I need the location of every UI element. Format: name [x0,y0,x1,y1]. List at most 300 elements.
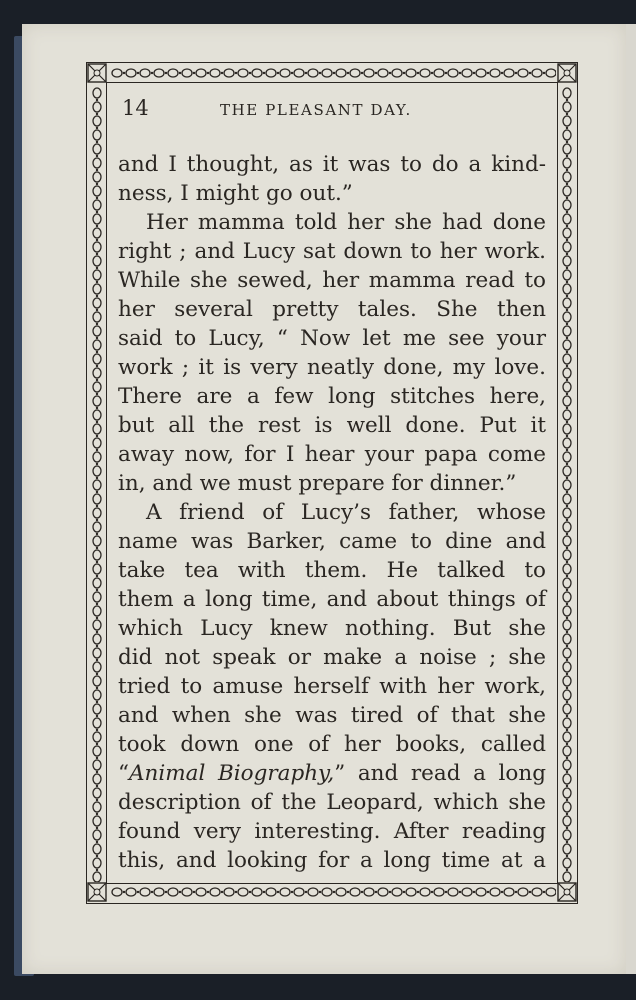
chain-link [563,494,571,504]
text-line: There are a few long stitches here, [118,384,546,409]
chain-dot [566,463,568,465]
chain-dot [566,477,568,479]
chain-link [93,298,101,308]
chain-link [93,620,101,630]
chain-dot [566,603,568,605]
chain-link [476,888,486,896]
body-text [118,150,546,875]
chain-link [93,410,101,420]
chain-dot [96,113,98,115]
chain-dot [96,743,98,745]
chain-dot [96,533,98,535]
chain-dot [361,891,363,893]
page-header [122,96,552,126]
chain-dot [96,505,98,507]
chain-link [563,396,571,406]
chain-dot [566,141,568,143]
chain-dot [291,72,293,74]
chain-dot [96,337,98,339]
chain-dot [207,72,209,74]
chain-link [308,69,318,77]
chain-dot [566,267,568,269]
chain-link [112,888,122,896]
chain-link [378,888,388,896]
chain-link [563,508,571,518]
chain-link [563,452,571,462]
chain-dot [333,72,335,74]
chain-dot [566,323,568,325]
chain-link [448,69,458,77]
chain-dot [165,72,167,74]
border-chain-left [87,84,107,882]
chain-dot [96,729,98,731]
text-line-rest: ” and read a long [334,761,546,786]
chain-dot [96,757,98,759]
chain-link [563,690,571,700]
text-line: did not speak or make a noise ; she [118,645,546,670]
chain-link [308,888,318,896]
chain-link [336,888,346,896]
chain-dot [96,351,98,353]
chain-dot [96,519,98,521]
chain-link [93,704,101,714]
chain-link [93,284,101,294]
chain-dot [566,701,568,703]
chain-dot [543,72,545,74]
chain-dot [96,855,98,857]
chain-link [93,214,101,224]
chain-dot [361,72,363,74]
chain-link [93,480,101,490]
chain-dot [515,891,517,893]
chain-link [563,732,571,742]
chain-dot [566,743,568,745]
chain-dot [193,891,195,893]
chain-link [563,718,571,728]
chain-link [563,844,571,854]
chain-dot [96,827,98,829]
chain-dot [96,211,98,213]
chain-link [563,466,571,476]
chain-dot [96,575,98,577]
chain-dot [566,855,568,857]
chain-dot [566,729,568,731]
chain-dot [487,891,489,893]
chain-dot [566,99,568,101]
chain-dot [333,891,335,893]
chain-link [93,242,101,252]
chain-link [280,888,290,896]
chain-dot [566,547,568,549]
text-line: and I thought, as it was to do a kind- [118,152,546,177]
chain-link [406,888,416,896]
chain-link [490,69,500,77]
chain-dot [389,72,391,74]
chain-dot [566,617,568,619]
chain-link [563,592,571,602]
chain-dot [566,113,568,115]
chain-dot [221,72,223,74]
chain-link [532,69,542,77]
chain-dot [566,491,568,493]
chain-dot [96,771,98,773]
chain-dot [96,547,98,549]
chain-dot [566,687,568,689]
chain-dot [566,757,568,759]
chain-dot [96,281,98,283]
chain-dot [96,561,98,563]
chain-link [93,816,101,826]
chain-dot [566,379,568,381]
chain-dot [566,631,568,633]
chain-link [224,69,234,77]
chain-link [563,438,571,448]
chain-link [294,888,304,896]
chain-dot [566,421,568,423]
chain-link [252,888,262,896]
text-line: took down one of her books, called [118,732,546,757]
chain-dot [96,155,98,157]
chain-link [196,888,206,896]
chain-link [563,214,571,224]
chain-link [563,200,571,210]
chain-link [563,256,571,266]
chain-dot [431,891,433,893]
chain-link [563,774,571,784]
chain-dot [291,891,293,893]
border-corner-ornament [87,882,107,902]
chain-dot [459,72,461,74]
chain-dot [403,891,405,893]
chain-link [563,578,571,588]
chain-dot [501,891,503,893]
chain-link [238,69,248,77]
chain-dot [501,72,503,74]
chain-dot [566,575,568,577]
chain-dot [96,239,98,241]
chain-dot [566,407,568,409]
chain-dot [417,891,419,893]
chain-dot [389,891,391,893]
chain-link [294,69,304,77]
chain-dot [566,799,568,801]
chain-link [93,746,101,756]
chain-dot [566,673,568,675]
chain-link [93,116,101,126]
text-line: A friend of Lucy’s father, whose [146,500,546,525]
chain-link [266,69,276,77]
chain-link [563,606,571,616]
chain-dot [96,379,98,381]
chain-link [563,354,571,364]
chain-dot [96,407,98,409]
chain-dot [566,645,568,647]
chain-link [563,788,571,798]
chain-link [140,888,150,896]
chain-dot [473,891,475,893]
chain-link [182,888,192,896]
chain-link [126,888,136,896]
chain-link [93,578,101,588]
text-line: take tea with them. He talked to [118,558,546,583]
chain-dot [566,869,568,871]
chain-dot [529,891,531,893]
chain-dot [221,891,223,893]
chain-dot [96,869,98,871]
chain-dot [459,891,461,893]
chain-link [93,228,101,238]
chain-dot [96,715,98,717]
chain-dot [96,603,98,605]
chain-link [392,69,402,77]
chain-dot [566,449,568,451]
chain-dot [566,337,568,339]
chain-link [196,69,206,77]
chain-dot [96,435,98,437]
chain-link [563,158,571,168]
chain-dot [179,72,181,74]
chain-link [350,69,360,77]
chain-dot [566,239,568,241]
chain-link [563,102,571,112]
chain-link [126,69,136,77]
chain-dot [96,631,98,633]
chain-link [93,200,101,210]
text-line: her several pretty tales. She then [118,297,546,322]
chain-dot [96,169,98,171]
chain-link [563,340,571,350]
chain-link [563,676,571,686]
chain-dot [96,449,98,451]
text-line: Her mamma told her she had done [146,210,546,235]
chain-dot [566,309,568,311]
chain-dot [566,519,568,521]
chain-dot [96,701,98,703]
chain-dot [96,813,98,815]
chain-dot [566,169,568,171]
chain-dot [566,127,568,129]
chain-link [266,888,276,896]
chain-dot [96,799,98,801]
text-line: them a long time, and about things of [118,587,546,612]
chain-dot [566,351,568,353]
text-line [118,759,546,788]
chain-link [168,888,178,896]
chain-link [93,424,101,434]
chain-link [532,888,542,896]
chain-link [563,536,571,546]
chain-link [93,466,101,476]
chain-dot [137,891,139,893]
chain-link [280,69,290,77]
chain-dot [96,197,98,199]
chain-dot [96,295,98,297]
chain-dot [566,659,568,661]
chain-link [420,888,430,896]
text-line: tried to amuse herself with her work, [118,674,546,699]
italic-book-title: Animal Biography, [129,761,335,786]
chain-dot [347,72,349,74]
chain-link [93,760,101,770]
text-line: this, and looking for a long time at a [118,848,546,873]
text-line: said to Lucy, “ Now let me see your [118,326,546,351]
chain-dot [96,323,98,325]
chain-dot [263,891,265,893]
chain-dot [375,891,377,893]
chain-link [112,69,122,77]
text-line: away now, for I hear your papa come [118,442,546,467]
chain-dot [566,197,568,199]
border-corner-ornament [557,882,577,902]
chain-link [93,130,101,140]
chain-dot [96,127,98,129]
chain-link [322,69,332,77]
chain-dot [566,505,568,507]
chain-link [563,872,571,882]
chain-link [93,802,101,812]
chain-dot [96,141,98,143]
open-quote: “ [118,761,129,786]
chain-link [434,888,444,896]
chain-link [518,69,528,77]
chain-link [93,858,101,868]
chain-link [563,368,571,378]
chain-dot [96,785,98,787]
chain-link [563,620,571,630]
chain-dot [566,435,568,437]
chain-dot [566,813,568,815]
chain-link [140,69,150,77]
chain-link [93,368,101,378]
chain-link [563,298,571,308]
chain-dot [566,841,568,843]
chain-dot [566,365,568,367]
chain-link [563,830,571,840]
chain-dot [96,253,98,255]
chain-dot [96,267,98,269]
chain-dot [305,891,307,893]
chain-dot [566,715,568,717]
chain-link [154,69,164,77]
chain-dot [96,659,98,661]
chain-link [563,284,571,294]
chain-dot [431,72,433,74]
chain-link [546,69,556,77]
chain-link [93,326,101,336]
chain-dot [193,72,195,74]
chain-link [563,522,571,532]
chain-link [93,844,101,854]
chain-link [563,228,571,238]
chain-link [93,550,101,560]
chain-link [93,382,101,392]
chain-dot [515,72,517,74]
chain-link [93,662,101,672]
chain-dot [566,533,568,535]
chain-dot [96,687,98,689]
chain-link [93,634,101,644]
next-page-edge [626,24,636,974]
chain-link [563,242,571,252]
chain-link [93,774,101,784]
chain-link [350,888,360,896]
chain-dot [305,72,307,74]
border-corner-ornament [557,63,577,83]
chain-link [462,888,472,896]
chain-dot [566,827,568,829]
chain-link [93,508,101,518]
chain-link [93,256,101,266]
chain-link [93,172,101,182]
chain-link [563,802,571,812]
chain-link [93,438,101,448]
chain-dot [96,421,98,423]
chain-dot [319,72,321,74]
chain-link [93,270,101,280]
text-line: which Lucy knew nothing. But she [118,616,546,641]
chain-dot [347,891,349,893]
chain-link [448,888,458,896]
chain-dot [96,841,98,843]
chain-dot [417,72,419,74]
chain-link [420,69,430,77]
chain-link [93,830,101,840]
chain-link [476,69,486,77]
chain-dot [96,99,98,101]
chain-dot [566,393,568,395]
chain-link [93,158,101,168]
chain-link [563,144,571,154]
chain-link [93,354,101,364]
chain-link [563,704,571,714]
chain-dot [123,72,125,74]
chain-dot [249,891,251,893]
chain-link [210,888,220,896]
border-chain-bottom [108,882,556,902]
chain-link [563,116,571,126]
chain-dot [96,225,98,227]
chain-link [252,69,262,77]
running-title: THE PLEASANT DAY. [220,101,412,119]
chain-link [563,88,571,98]
chain-dot [445,72,447,74]
chain-dot [96,309,98,311]
chain-link [563,662,571,672]
text-line: description of the Leopard, which she [118,790,546,815]
chain-link [93,872,101,882]
chain-link [93,732,101,742]
chain-link [563,480,571,490]
chain-dot [566,155,568,157]
chain-link [364,888,374,896]
chain-link [210,69,220,77]
chain-dot [151,891,153,893]
chain-link [462,69,472,77]
chain-link [154,888,164,896]
chain-dot [277,891,279,893]
chain-dot [235,891,237,893]
chain-link [168,69,178,77]
text-line: work ; it is very neatly done, my love. [118,355,546,380]
chain-dot [96,673,98,675]
chain-dot [566,211,568,213]
text-line: in, and we must prepare for dinner.” [118,471,517,496]
chain-link [563,382,571,392]
chain-link [93,536,101,546]
chain-dot [179,891,181,893]
chain-link [93,312,101,322]
chain-link [93,564,101,574]
